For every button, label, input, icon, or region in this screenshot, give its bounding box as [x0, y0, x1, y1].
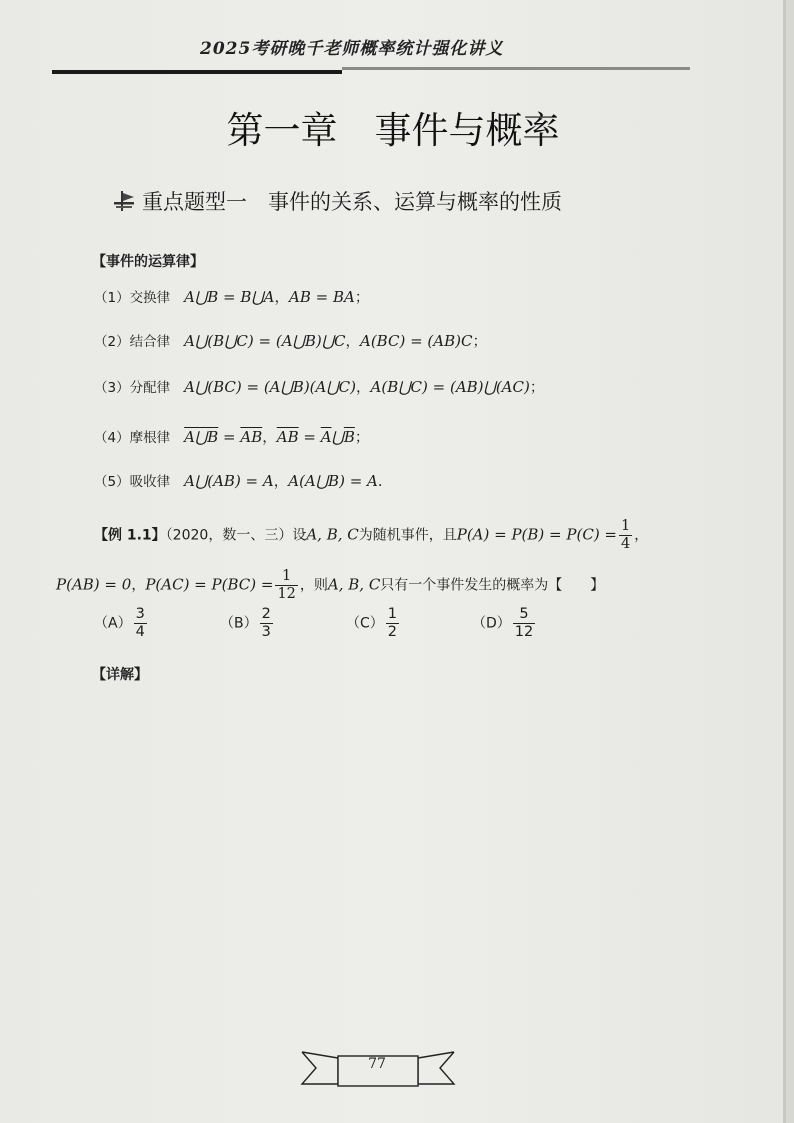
fraction-denominator: 12	[514, 624, 534, 640]
chapter-title: 第一章 事件与概率	[226, 109, 560, 152]
section-heading	[112, 186, 562, 216]
law-end: ；	[354, 290, 370, 306]
fraction	[275, 568, 297, 603]
example-vars: A, B, C	[327, 575, 381, 594]
example-text: 为随机事件，且	[358, 527, 457, 544]
law-3: （3）分配律 A⋃(BC) = (A⋃B)(A⋃C)，A(B⋃C) = (AB)⋃(AC)；	[94, 378, 545, 396]
fraction-denominator: 4	[621, 536, 631, 552]
page-shadow	[786, 0, 794, 1123]
law-name: 结合律	[129, 334, 171, 350]
law-1: （1）交换律 A⋃B = B⋃A，AB = BA；	[94, 288, 370, 306]
choice-b	[220, 606, 346, 641]
example-formula: P(AB) = 0	[56, 575, 132, 594]
choice-label: （B）	[220, 615, 258, 632]
laws-title: 【事件的运算律】	[92, 254, 204, 270]
law-2: （2）结合律 A⋃(B⋃C) = (A⋃B)⋃C，A(BC) = (AB)C；	[94, 332, 487, 350]
law-number: （3）	[94, 380, 130, 396]
law-name: 交换律	[129, 290, 171, 306]
example-line-1: 【例 1.1】（2020，数一、三）设A, B, C为随机事件，且P(A) = P(B) = P(C) = $\frac{1}{4}$ ，	[94, 518, 649, 552]
example-text: 只有一个事件发生的概率为【 】	[380, 577, 605, 594]
choice-d	[472, 606, 598, 641]
choice-a	[94, 606, 220, 641]
fraction	[134, 606, 147, 641]
fraction-numerator: 1	[387, 606, 398, 622]
law-formula: A⋃(BC) = (A⋃B)(A⋃C)	[184, 378, 357, 396]
page-number: 77	[368, 1056, 386, 1072]
law-formula: A⋃(AB) = A	[184, 472, 274, 490]
fraction-denominator: 12	[277, 586, 296, 602]
choice-c	[346, 606, 472, 641]
choice-label: （D）	[472, 615, 511, 632]
fraction-denominator: 3	[261, 624, 271, 640]
fraction-denominator: 2	[387, 624, 398, 640]
law-name: 分配律	[129, 380, 171, 396]
law-formula-overline: $\overline{B}$	[343, 428, 355, 446]
law-formula-overline: $\overline{A}$	[320, 428, 332, 446]
fraction-numerator: 1	[621, 518, 631, 534]
fraction	[386, 606, 399, 641]
law-end: .	[377, 474, 383, 490]
law-number: （4）	[94, 430, 130, 446]
example-formula: P(A) = P(B) = P(C) =	[456, 525, 618, 544]
example-line-2: P(AB) = 0，P(AC) = P(BC) = $\frac{1}{12}$ ，则A, B, C只有一个事件发生的概率为【 】	[56, 568, 605, 602]
law-end: ；	[354, 430, 370, 446]
law-number: （5）	[94, 474, 130, 490]
fraction-numerator: 1	[275, 568, 297, 586]
law-formula: A(B⋃C) = (AB)⋃(AC)	[370, 378, 530, 396]
fraction-numerator: 2	[261, 606, 271, 622]
law-formula: A⋃(B⋃C) = (A⋃B)⋃C	[184, 332, 346, 350]
law-end: ；	[472, 334, 487, 350]
law-formula-overline: $\overline{AB}$	[276, 428, 299, 446]
law-formula: A(BC) = (AB)C	[360, 332, 473, 350]
law-formula: A(A⋃B) = A	[288, 472, 378, 490]
choice-label: （C）	[346, 615, 384, 632]
example-source: （2020，数一、三）设	[165, 527, 307, 544]
running-header: 2025考研晚千老师概率统计强化讲义	[200, 39, 504, 59]
example-vars: A, B, C	[306, 525, 359, 544]
fraction-denominator: 4	[135, 624, 145, 640]
law-formula-overline: $\overline{AB}$	[240, 428, 263, 446]
fraction	[619, 518, 632, 553]
fraction	[513, 606, 535, 641]
fraction-numerator: 5	[513, 606, 535, 624]
detail-label: 【详解】	[92, 667, 148, 683]
fraction	[260, 606, 273, 641]
law-name: 摩根律	[129, 430, 171, 446]
header-rule-thin	[342, 67, 690, 70]
choices	[94, 606, 598, 641]
law-formula-overline: A⋃B	[184, 428, 219, 446]
flag-icon	[112, 190, 136, 212]
example-tag: 【例 1.1】	[94, 527, 166, 544]
law-name: 吸收律	[129, 474, 171, 490]
law-end: ；	[529, 380, 545, 396]
example-formula: P(AC) = P(BC) =	[145, 575, 274, 594]
law-formula: A⋃B = B⋃A	[184, 288, 275, 306]
law-number: （2）	[94, 334, 130, 350]
fraction-numerator: 3	[135, 606, 145, 622]
law-formula: AB = BA	[289, 288, 355, 306]
law-4: （4）摩根律 A⋃B = $\overline{AB}$，$\overline{AB}$ = $\overline{A}⋃\overline{B}$；	[94, 428, 370, 446]
choice-label: （A）	[94, 615, 132, 632]
law-5: （5）吸收律 A⋃(AB) = A，A(A⋃B) = A.	[94, 472, 383, 490]
law-number: （1）	[94, 290, 130, 306]
header-rule-thick	[52, 70, 342, 74]
section-heading-text: 重点题型一 事件的关系、运算与概率的性质	[142, 190, 562, 214]
example-text: ，则	[299, 577, 328, 594]
